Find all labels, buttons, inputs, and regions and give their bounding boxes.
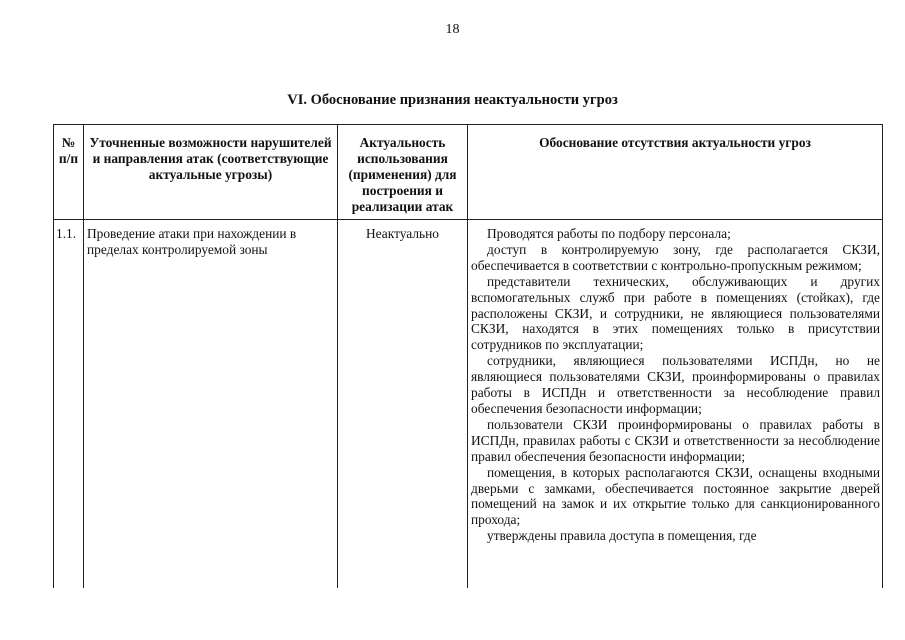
- table-header-row: [54, 125, 883, 220]
- justification-paragraph: помещения, в которых располагаются СКЗИ, оснащены входными дверьми с замками, обеспечивается постоянное закрытие дверей помещений на замок и их открытие только для санкционированного прохода;: [471, 464, 880, 528]
- justification-paragraph: пользователи СКЗИ проинформированы о правилах работы в ИСПДн, правилах работы с СКЗИ и ответственности за несоблюдение правил обеспечения безопасности информации;: [471, 416, 880, 464]
- justification-paragraph: представители технических, обслуживающих и других вспомогательных служб при работе в помещениях (стойках), где расположены СКЗИ, и сотрудники, не являющиеся пользователями СКЗИ, находятся в этих помещениях только в присутствии сотрудников по эксплуатации;: [471, 273, 880, 353]
- threats-table: [53, 124, 883, 588]
- justification-paragraph: доступ в контролируемую зону, где располагается СКЗИ, обеспечивается в соответствии с контрольно-пропускным режимом;: [471, 241, 880, 273]
- justification-paragraph: сотрудники, являющиеся пользователями ИСПДн, но не являющиеся пользователями СКЗИ, проинформированы о правилах работы в ИСПДн и ответственности за несоблюдение правил обеспечения безопасности информации;: [471, 353, 880, 416]
- table-row: [54, 220, 883, 589]
- section-title: VI. Обоснование признания неактуальности угроз: [287, 92, 618, 108]
- row-capability: Проведение атаки при нахождении в пределах контролируемой зоны: [84, 220, 338, 589]
- justification-paragraph: утверждены правила доступа в помещения, где: [487, 528, 757, 544]
- row-justification: [468, 220, 883, 589]
- page-number: 18: [445, 22, 460, 37]
- justification-paragraph: Проводятся работы по подбору персонала;: [487, 226, 731, 241]
- row-actuality: Неактуально: [338, 220, 468, 589]
- header-number: № п/п: [54, 125, 84, 220]
- row-number: 1.1.: [54, 220, 84, 589]
- header-actuality: Актуальность использования (применения) для построения и реализации атак: [338, 125, 468, 220]
- header-capabilities: Уточненные возможности нарушителей и направления атак (соответствующие актуальные угрозы): [84, 125, 338, 220]
- header-justification: Обоснование отсутствия актуальности угроз: [468, 125, 883, 220]
